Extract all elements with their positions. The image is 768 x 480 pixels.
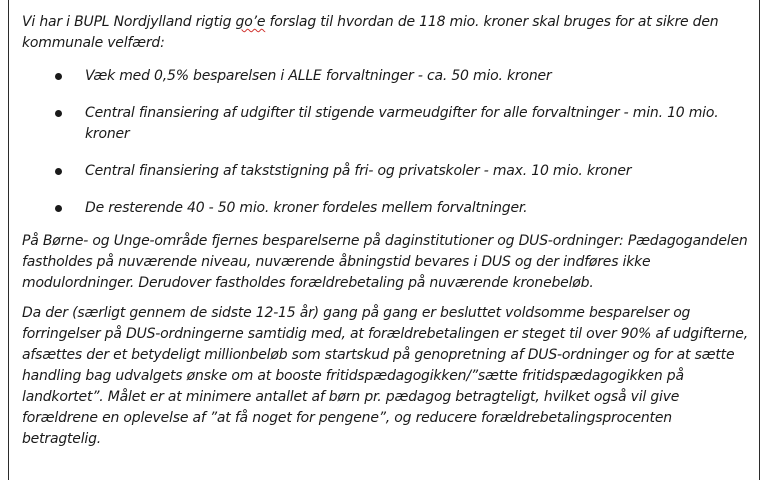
list-item-text: Central finansiering af takststigning på fri- og privatskoler - max. 10 mio. kroner	[85, 163, 632, 179]
intro-text-start: Vi har i BUPL Nordjylland rigtig	[22, 14, 236, 30]
proposal-list	[22, 66, 750, 219]
dus-paragraph: Da der (særligt gennem de sidste 12-15 år) gang på gang er besluttet voldsomme besparelser og forringelser på DUS-ordningerne samtidig med, at forældrebetalingen er steget til over 90% af udgifterne, afsættes der et betydeligt millionbeløb som startskud på genopretning af DUS-ordninger og for at sætte handling bag udvalgets ønske om at booste fritidspædagogikken/”sætte fritidspædagogikken på landkortet”. Målet er at minimere antallet af børn pr. pædagog betragteligt, hvilket også vil give forældrene en oplevelse af ”at få noget for pengene”, og reducere forældrebetalingsprocenten betragtelig.	[22, 305, 748, 447]
list-item-text: Væk med 0,5% besparelsen i ALLE forvaltninger - ca. 50 mio. kroner	[85, 68, 552, 84]
intro-text-end: forslag til hvordan de 118 mio. kroner skal bruges for at sikre den kommunale velfærd:	[22, 14, 719, 51]
list-item	[22, 198, 750, 219]
bullet-icon	[55, 168, 62, 175]
list-item	[22, 66, 750, 87]
bullet-icon	[55, 205, 62, 212]
bullet-icon	[55, 110, 62, 117]
list-item	[22, 161, 750, 182]
bullet-icon	[55, 73, 62, 80]
children-youth-paragraph: På Børne- og Unge-område fjernes besparelserne på daginstitutioner og DUS-ordninger: Pædagogandelen fastholdes på nuværende niveau, nuværende åbningstid bevares i DUS og der indføres ikke modulordninger. Derudover fastholdes forældrebetaling på nuværende kronebeløb.	[22, 233, 748, 291]
intro-paragraph	[22, 12, 750, 54]
list-item-text: De resterende 40 - 50 mio. kroner fordeles mellem forvaltninger.	[85, 200, 528, 216]
misspelled-word[interactable]: go’e	[235, 14, 266, 30]
document-body	[22, 12, 750, 459]
list-item	[22, 103, 750, 145]
list-item-text: Central finansiering af udgifter til stigende varmeudgifter for alle forvaltninger - min. 10 mio. kroner	[85, 105, 719, 142]
